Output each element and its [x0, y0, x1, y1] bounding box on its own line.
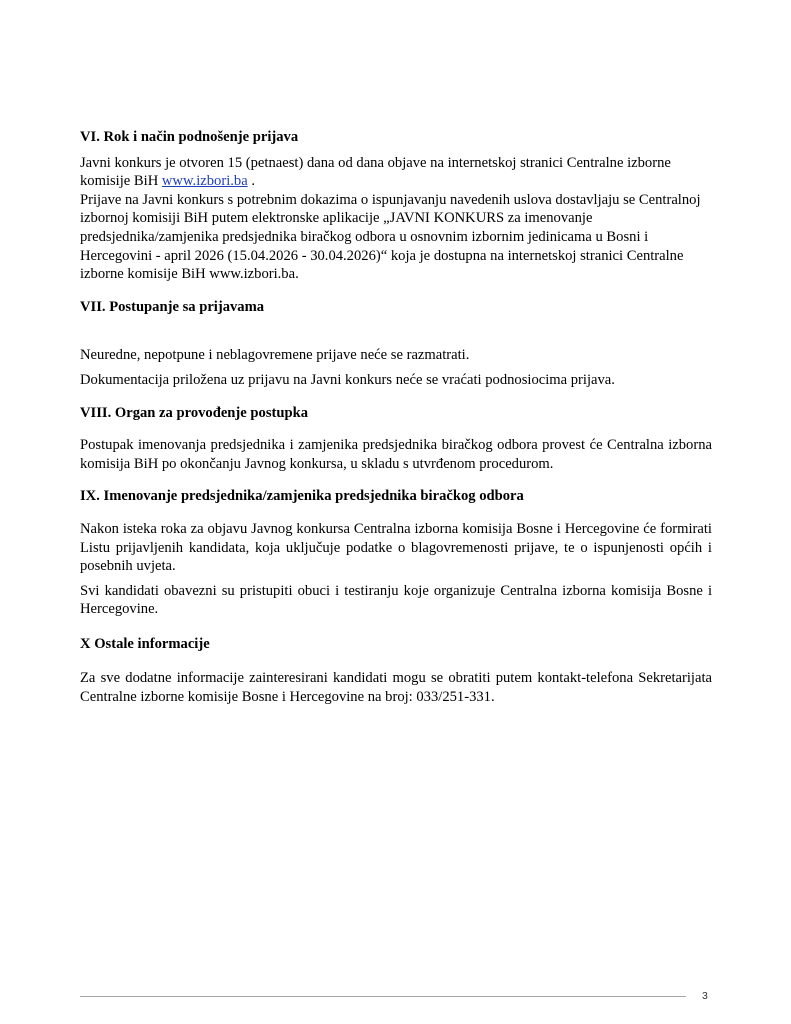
section-heading-postupanje: VII. Postupanje sa prijavama — [80, 298, 265, 315]
section-ostale-paragraph-1: Za sve dodatne informacije zainteresirani kandidati mogu se obratiti putem kontakt-telefona Sekretarijata Centralne izborne komisije Bosne i Hercegovine na broj: 033/251-331. — [80, 670, 712, 706]
section-imenovanje-paragraph-1: Nakon isteka roka za objavu Javnog konkursa Centralna izborna komisija Bosne i Hercegovine će formirati Listu prijavljenih kandidata, koja uključuje podatke o blagovremenosti prijave, te o ispunjenosti općih i posebnih uvjeta. — [80, 520, 712, 575]
section-postupanje-paragraph-2: Dokumentacija priložena uz prijavu na Javni konkurs neće se vraćati podnosiocima prijava. — [80, 371, 615, 388]
page-content — [80, 128, 712, 707]
section-organ-paragraph-1: Postupak imenovanja predsjednika i zamjenika predsjednika biračkog odbora provest će Centralna izborna komisija BiH po okončanju Javnog konkursa, u skladu s utvrđenom procedurom. — [80, 437, 712, 472]
section-heading-rok: VI. Rok i način podnošenje prijava — [80, 129, 299, 145]
section-heading-imenovanje: IX. Imenovanje predsjednika/zamjenika predsjednika biračkog odbora — [80, 488, 524, 505]
section-heading-organ: VIII. Organ za provođenje postupka — [80, 404, 308, 421]
footer-divider — [80, 996, 686, 997]
section-imenovanje-paragraph-2: Svi kandidati obavezni su pristupiti obuci i testiranju koje organizuje Centralna izborna komisija Bosne i Hercegovine. — [80, 582, 712, 618]
section-postupanje-paragraph-1: Neuredne, nepotpune i neblagovremene prijave neće se razmatrati. — [80, 347, 470, 364]
section-rok-paragraph-2: Prijave na Javni konkurs s potrebnim dokazima o ispunjavanju navedenih uslova dostavljaju se Centralnoj izbornoj komisiji BiH putem elektronske aplikacije „JAVNI KONKURS za imenovanje predsjednika/zamjenika predsjednika biračkog odbora u osnovnim izbornim jedinicama u Bosni i Hercegovini - april 2026 (15.04.2026 - 30.04.2026)“ koja je dostupna na internetskoj stranici Centralne izborne komisije BiH www.izbori.ba. — [80, 191, 701, 283]
section-rok-paragraph-1 — [80, 154, 712, 191]
rok-paragraph-1-text: Javni konkurs je otvoren 15 (petnaest) dana od dana objave na internetskoj stranici Centralne izborne komisije BiH — [80, 154, 671, 190]
rok-paragraph-1-tail: . — [247, 173, 255, 190]
page-number: 3 — [702, 990, 708, 1002]
izbori-link[interactable]: www.izbori.ba — [161, 173, 248, 190]
section-heading-ostale: X Ostale informacije — [80, 635, 210, 652]
